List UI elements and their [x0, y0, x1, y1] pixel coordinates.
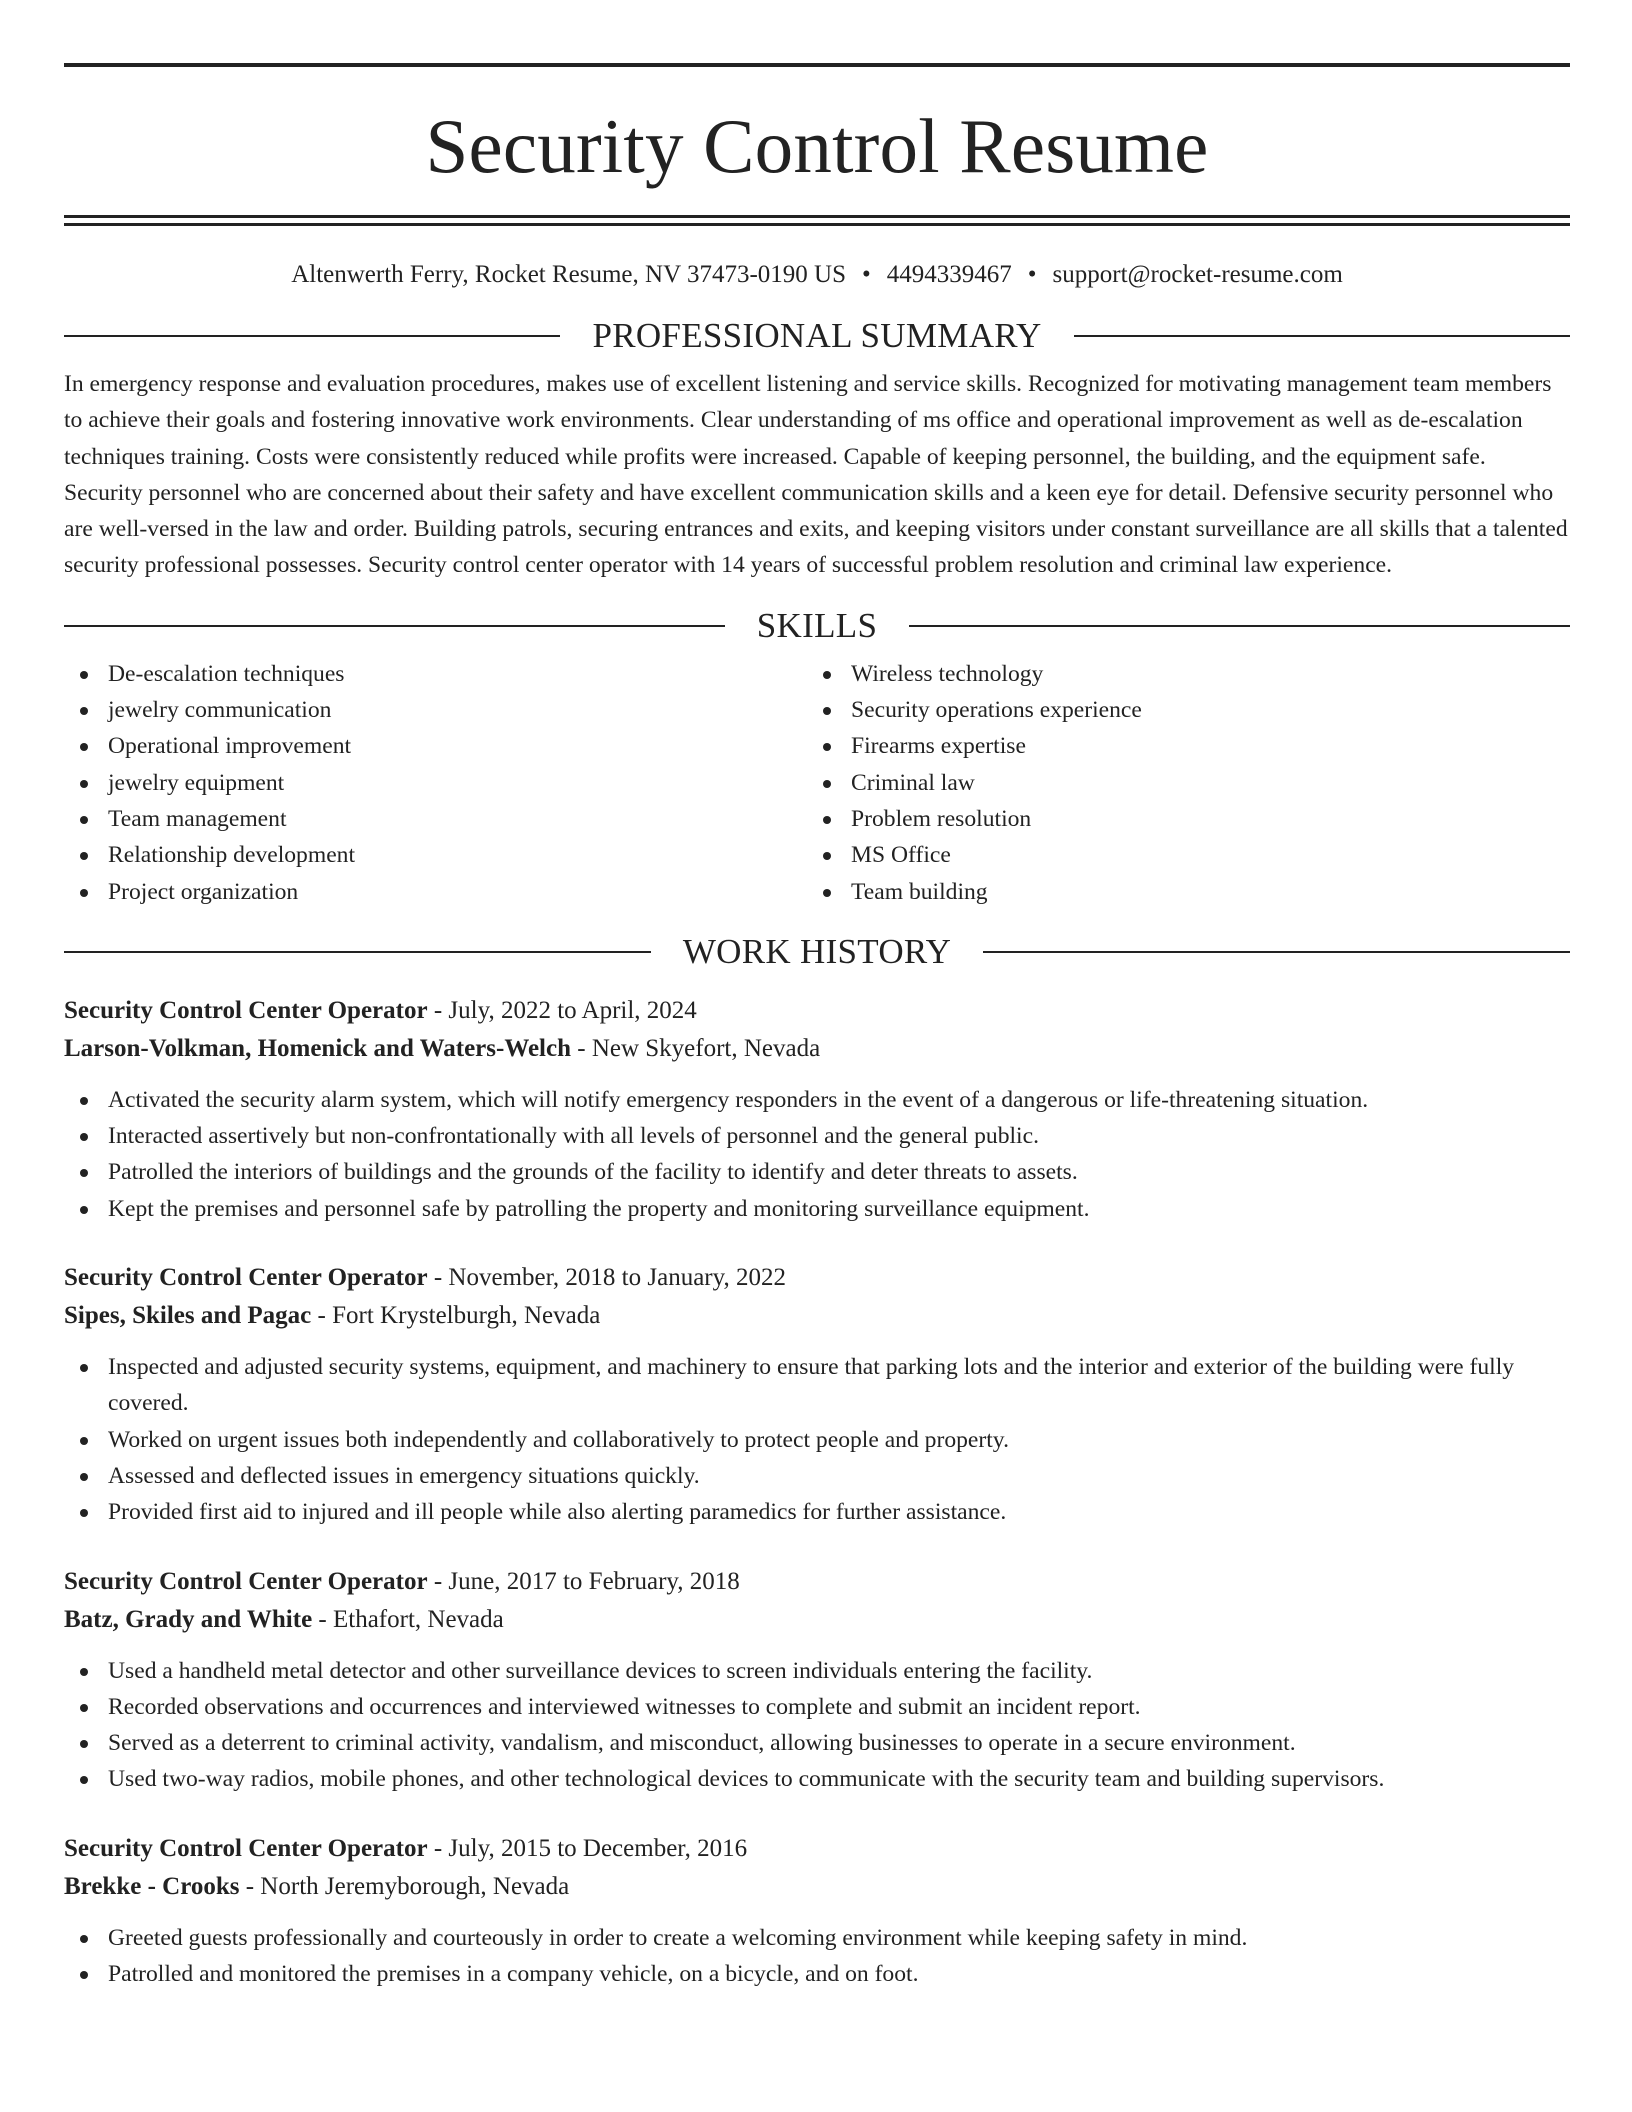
contact-email: support@rocket-resume.com [1052, 261, 1343, 288]
divider-line [64, 625, 725, 627]
skills-list-left [64, 656, 807, 910]
job-bullets [64, 1653, 1570, 1798]
job-entry [64, 1830, 1570, 1993]
skill-item: De-escalation techniques [64, 656, 807, 692]
job-bullet: Served as a deterrent to criminal activity, vandalism, and misconduct, allowing businesses to operate in a secure environment. [64, 1725, 1570, 1761]
skill-item: jewelry equipment [64, 765, 807, 801]
top-rule [64, 63, 1570, 67]
job-entry [64, 1259, 1570, 1530]
skill-item: Team building [807, 874, 1550, 910]
job-bullet: Worked on urgent issues both independently and collaboratively to protect people and property. [64, 1422, 1570, 1458]
job-title-line [64, 992, 1570, 1030]
job-bullet: Patrolled the interiors of buildings and the grounds of the facility to identify and deter threats to assets. [64, 1154, 1570, 1190]
job-company: Larson-Volkman, Homenick and Waters-Welch [64, 1034, 571, 1062]
skill-item: Operational improvement [64, 728, 807, 764]
job-entry [64, 1563, 1570, 1798]
job-company-line [64, 1030, 1570, 1068]
skill-item: MS Office [807, 837, 1550, 873]
skill-item: Problem resolution [807, 801, 1550, 837]
contact-separator: • [1027, 261, 1037, 288]
contact-separator: • [861, 261, 871, 288]
job-bullet: Used two-way radios, mobile phones, and other technological devices to communicate with the security team and building supervisors. [64, 1761, 1570, 1797]
skill-item: Firearms expertise [807, 728, 1550, 764]
job-title: Security Control Center Operator [64, 1567, 428, 1595]
job-bullets [64, 1920, 1570, 1993]
job-title: Security Control Center Operator [64, 996, 428, 1024]
job-company: Sipes, Skiles and Pagac [64, 1302, 312, 1330]
job-title-line [64, 1259, 1570, 1297]
job-location: - New Skyefort, Nevada [571, 1034, 821, 1062]
job-bullet: Provided first aid to injured and ill people while also alerting paramedics for further assistance. [64, 1494, 1570, 1530]
skill-item: Criminal law [807, 765, 1550, 801]
title-double-rule [64, 215, 1570, 226]
divider-line [983, 951, 1570, 953]
job-bullet: Recorded observations and occurrences and interviewed witnesses to complete and submit an incident report. [64, 1689, 1570, 1725]
job-bullet: Inspected and adjusted security systems, equipment, and machinery to ensure that parking lots and the interior and exterior of the building were fully covered. [64, 1349, 1570, 1422]
summary-text: In emergency response and evaluation procedures, makes use of excellent listening and service skills. Recognized for motivating management team members to achieve their goals and fostering innovative work environments. Clear understanding of ms office and operational improvement as well as de-escalation techniques training. Costs were consistently reduced while profits were increased. Capable of keeping personnel, the building, and the equipment safe. Security personnel who are concerned about their safety and have excellent communication skills and a keen eye for detail. Defensive security personnel who are well-versed in the law and order. Building patrols, securing entrances and exits, and keeping visitors under constant surveillance are all skills that a talented security professional possesses. Security control center operator with 14 years of successful problem resolution and criminal law experience. [64, 371, 1568, 579]
skill-item: Team management [64, 801, 807, 837]
divider-line [64, 951, 651, 953]
job-company-line [64, 1297, 1570, 1335]
job-company-line [64, 1868, 1570, 1906]
resume-title: Security Control Resume [425, 103, 1209, 189]
job-location: - Ethafort, Nevada [312, 1605, 504, 1633]
job-dates: - July, 2022 to April, 2024 [427, 996, 697, 1024]
job-bullet: Interacted assertively but non-confrontationally with all levels of personnel and the general public. [64, 1118, 1570, 1154]
job-bullets [64, 1349, 1570, 1530]
skill-item: Security operations experience [807, 692, 1550, 728]
skill-item: Wireless technology [807, 656, 1550, 692]
job-dates: - November, 2018 to January, 2022 [427, 1264, 786, 1292]
section-title-work-history: WORK HISTORY [682, 931, 952, 971]
divider-line [64, 335, 560, 337]
job-bullets [64, 1082, 1570, 1227]
job-entry [64, 992, 1570, 1227]
contact-line [64, 260, 1570, 290]
job-bullet: Activated the security alarm system, which will notify emergency responders in the event of a dangerous or life-threatening situation. [64, 1082, 1570, 1118]
resume-page [64, 63, 1570, 1992]
job-title-line [64, 1563, 1570, 1601]
section-title-skills: SKILLS [756, 605, 878, 645]
job-dates: - July, 2015 to December, 2016 [427, 1834, 748, 1862]
skill-item: Project organization [64, 874, 807, 910]
divider-line [909, 625, 1570, 627]
job-location: - Fort Krystelburgh, Nevada [311, 1302, 601, 1330]
job-title: Security Control Center Operator [64, 1834, 428, 1862]
job-company: Brekke - Crooks [64, 1872, 240, 1900]
job-title: Security Control Center Operator [64, 1264, 428, 1292]
job-dates: - June, 2017 to February, 2018 [427, 1567, 740, 1595]
skills-columns [64, 656, 1570, 910]
job-location: - North Jeremyborough, Nevada [239, 1872, 570, 1900]
section-header-summary [64, 316, 1570, 356]
section-header-work-history [64, 932, 1570, 972]
job-bullet: Used a handheld metal detector and other surveillance devices to screen individuals entering the facility. [64, 1653, 1570, 1689]
skill-item: Relationship development [64, 837, 807, 873]
job-bullet: Greeted guests professionally and courteously in order to create a welcoming environment while keeping safety in mind. [64, 1920, 1570, 1956]
contact-address: Altenwerth Ferry, Rocket Resume, NV 37473-0190 US [291, 261, 846, 288]
job-title-line [64, 1830, 1570, 1868]
contact-phone: 4494339467 [886, 261, 1012, 288]
section-title-summary: PROFESSIONAL SUMMARY [592, 316, 1042, 355]
skill-item: jewelry communication [64, 692, 807, 728]
job-company-line [64, 1601, 1570, 1639]
job-bullet: Patrolled and monitored the premises in a company vehicle, on a bicycle, and on foot. [64, 1956, 1570, 1992]
section-header-skills [64, 606, 1570, 646]
job-bullet: Kept the premises and personnel safe by patrolling the property and monitoring surveillance equipment. [64, 1191, 1570, 1227]
job-company: Batz, Grady and White [64, 1605, 313, 1633]
divider-line [1074, 335, 1570, 337]
job-bullet: Assessed and deflected issues in emergency situations quickly. [64, 1458, 1570, 1494]
skills-list-right [807, 656, 1550, 910]
